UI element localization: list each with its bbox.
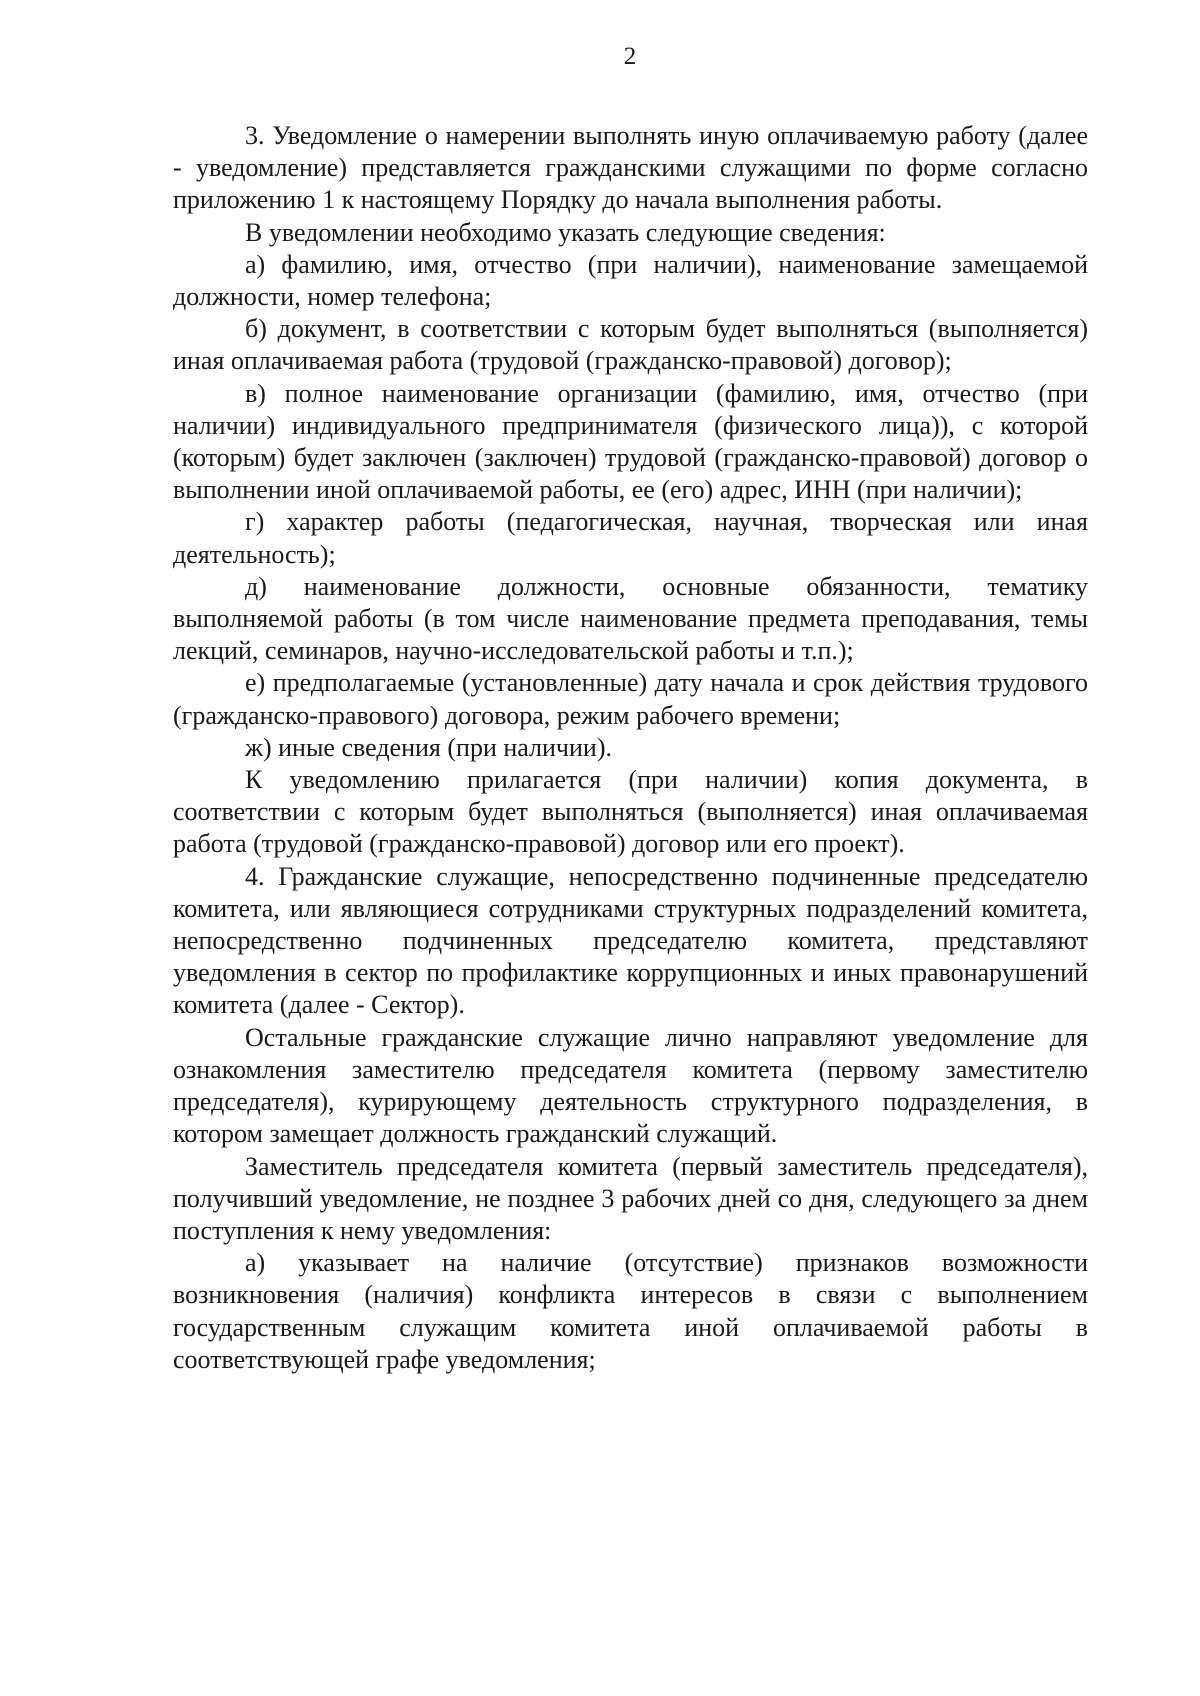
list-item-b: б) документ, в соответствии с которым будет выполняться (выполняется) иная оплачиваемая работа (трудовой (гражданско-правовой) договор); [173,314,1088,376]
document-body [173,120,1088,1376]
list-item-d: д) наименование должности, основные обязанности, тематику выполняемой работы (в том числе наименование предмета преподавания, темы лекций, семинаров, научно-исследовательской работы и т.п.); [173,571,1088,666]
paragraph-4-submission: 4. Гражданские служащие, непосредственно подчиненные председателю комитета, или являющиеся сотрудниками структурных подразделений комитета, непосредственно подчиненных председателю комитета, представляют уведомления в сектор по профилактике коррупционных и иных правонарушений комитета (далее - Сектор). [173,861,1088,1020]
list-item-v: в) полное наименование организации (фамилию, имя, отчество (при наличии) индивидуального предпринимателя (физического лица)), с которой (которым) будет заключен (заключен) трудовой (гражданско-правовой) договор о выполнении иной оплачиваемой работы, ее (его) адрес, ИНН (при наличии); [173,378,1088,505]
page-number: 2 [623,43,637,70]
paragraph-other-employees: Остальные гражданские служащие лично направляют уведомление для ознакомления заместителю председателя комитета (первому заместителю председателя), курирующему деятельность структурного подразделения, в котором замещает должность гражданский служащий. [173,1022,1088,1149]
paragraph-attachment: К уведомлению прилагается (при наличии) копия документа, в соответствии с которым будет выполняться (выполняется) иная оплачиваемая работа (трудовой (гражданско-правовой) договор или его проект). [173,765,1088,859]
list-item-a-conflict: а) указывает на наличие (отсутствие) признаков возможности возникновения (наличия) конфликта интересов в связи с выполнением государственным служащим комитета иной оплачиваемой работы в соответствующей графе уведомления; [173,1248,1088,1374]
list-item-zh: ж) иные сведения (при наличии). [245,732,612,762]
list-item-g: г) характер работы (педагогическая, научная, творческая или иная деятельность); [173,507,1088,569]
paragraph-required-info: В уведомлении необходимо указать следующие сведения: [245,217,886,247]
list-item-e: е) предполагаемые (установленные) дату начала и срок действия трудового (гражданско-правового) договора, режим рабочего времени; [173,668,1088,730]
paragraph-3-notification: 3. Уведомление о намерении выполнять иную оплачиваемую работу (далее - уведомление) представляется гражданскими служащими по форме согласно приложению 1 к настоящему Порядку до начала выполнения работы. [173,121,1088,215]
list-item-a: а) фамилию, имя, отчество (при наличии), наименование замещаемой должности, номер телефона; [173,249,1088,312]
paragraph-deputy-review: Заместитель председателя комитета (первый заместитель председателя), получивший уведомление, не позднее 3 рабочих дней со дня, следующего за днем поступления к нему уведомления: [173,1151,1088,1245]
